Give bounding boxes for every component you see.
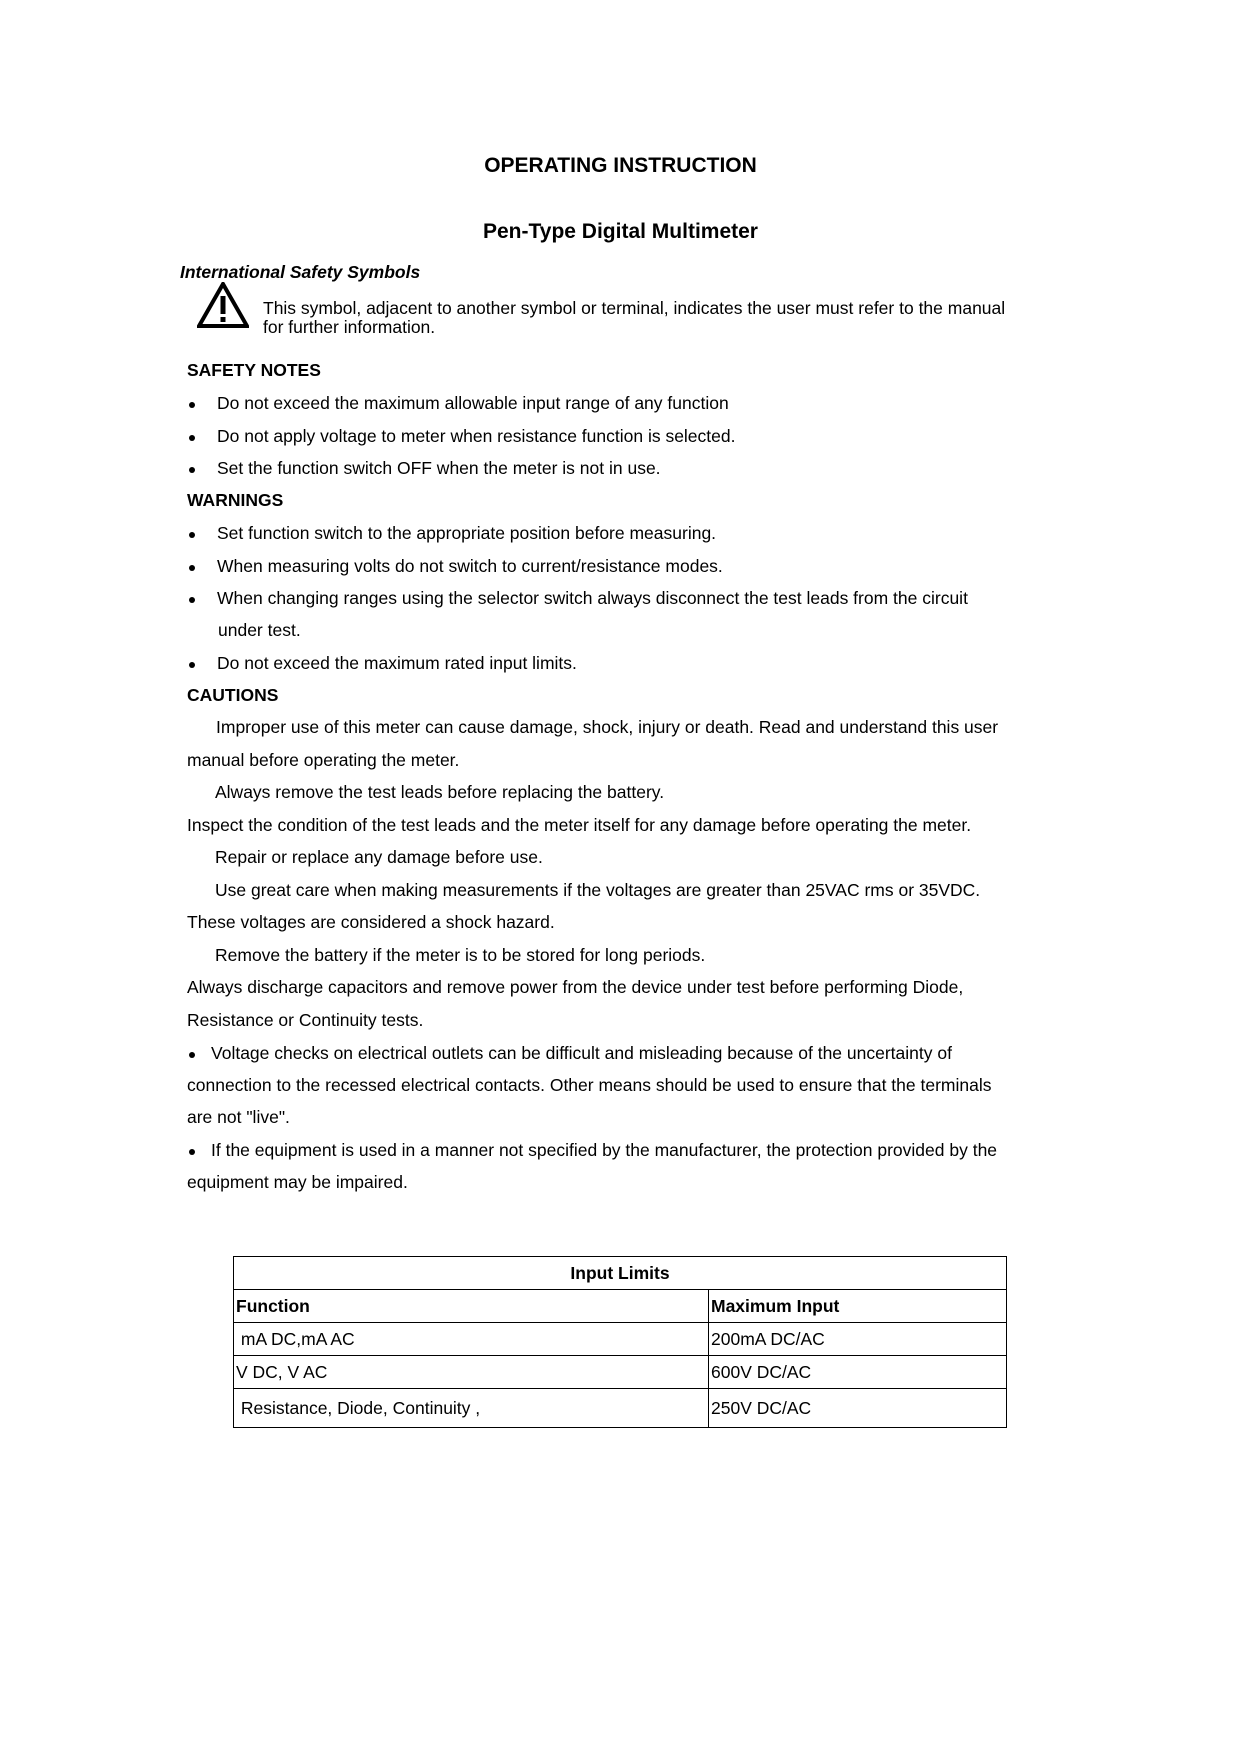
warnings-heading: WARNINGS (187, 490, 284, 510)
caution-line: manual before operating the meter. (187, 750, 460, 770)
bullet-icon (189, 435, 195, 441)
function-cell: Resistance, Diode, Continuity , (234, 1389, 709, 1428)
caution-line: are not "live". (187, 1107, 290, 1127)
caution-line: If the equipment is used in a manner not specified by the manufacturer, the protection provided by the (211, 1140, 998, 1160)
safety-note-item: Set the function switch OFF when the meter is not in use. (217, 458, 661, 478)
caution-line: These voltages are considered a shock hazard. (187, 912, 555, 932)
table-row (234, 1356, 1007, 1389)
caution-line: Repair or replace any damage before use. (215, 847, 543, 867)
caution-line: Always discharge capacitors and remove power from the device under test before performing Diode, (187, 977, 964, 997)
bullet-icon (189, 402, 195, 408)
bullet-icon (189, 565, 195, 571)
warning-item: Set function switch to the appropriate position before measuring. (217, 523, 717, 543)
caution-line: equipment may be impaired. (187, 1172, 408, 1192)
warning-item: When changing ranges using the selector switch always disconnect the test leads from the circuit (217, 588, 968, 608)
caution-line: Always remove the test leads before replacing the battery. (215, 782, 665, 802)
caution-line: Improper use of this meter can cause damage, shock, injury or death. Read and understand this user (216, 717, 999, 737)
safety-symbol-description-line2: for further information. (263, 317, 436, 337)
column-header-function: Function (234, 1290, 709, 1323)
bullet-icon (189, 532, 195, 538)
table-header-row (234, 1290, 1007, 1323)
safety-note-item: Do not exceed the maximum allowable input range of any function (217, 393, 729, 413)
caution-line: Use great care when making measurements if the voltages are greater than 25VAC rms or 35VDC. (215, 880, 981, 900)
caution-line: Remove the battery if the meter is to be stored for long periods. (215, 945, 706, 965)
cautions-heading: CAUTIONS (187, 685, 279, 705)
warning-item: When measuring volts do not switch to current/resistance modes. (217, 556, 723, 576)
function-cell: V DC, V AC (234, 1356, 709, 1389)
caution-line: Resistance or Continuity tests. (187, 1010, 424, 1030)
input-limits-table (233, 1256, 1007, 1428)
caution-line: Inspect the condition of the test leads and the meter itself for any damage before operating the meter. (187, 815, 972, 835)
safety-notes-heading: SAFETY NOTES (187, 360, 321, 380)
warning-item-continuation: under test. (218, 620, 301, 640)
caution-line: Voltage checks on electrical outlets can be difficult and misleading because of the uncertainty of (211, 1043, 952, 1063)
table-row (234, 1323, 1007, 1356)
maximum-input-cell: 250V DC/AC (709, 1389, 1007, 1428)
table-caption: Input Limits (234, 1257, 1007, 1290)
warning-triangle-icon (197, 282, 249, 328)
maximum-input-cell: 600V DC/AC (709, 1356, 1007, 1389)
document-title: OPERATING INSTRUCTION (484, 154, 757, 177)
bullet-icon (189, 1149, 195, 1155)
maximum-input-cell: 200mA DC/AC (709, 1323, 1007, 1356)
caution-line: connection to the recessed electrical contacts. Other means should be used to ensure that the terminals (187, 1075, 992, 1095)
safety-symbols-heading: International Safety Symbols (180, 262, 421, 282)
document-subtitle: Pen-Type Digital Multimeter (483, 220, 758, 243)
safety-note-item: Do not apply voltage to meter when resistance function is selected. (217, 426, 736, 446)
bullet-icon (189, 467, 195, 473)
bullet-icon (189, 1052, 195, 1058)
warning-item: Do not exceed the maximum rated input limits. (217, 653, 577, 673)
function-cell: mA DC,mA AC (234, 1323, 709, 1356)
column-header-maximum-input: Maximum Input (709, 1290, 1007, 1323)
bullet-icon (189, 597, 195, 603)
table-caption-row (234, 1257, 1007, 1290)
table-row (234, 1389, 1007, 1428)
bullet-icon (189, 662, 195, 668)
safety-symbol-description-line1: This symbol, adjacent to another symbol or terminal, indicates the user must refer to the manual (263, 298, 1006, 318)
